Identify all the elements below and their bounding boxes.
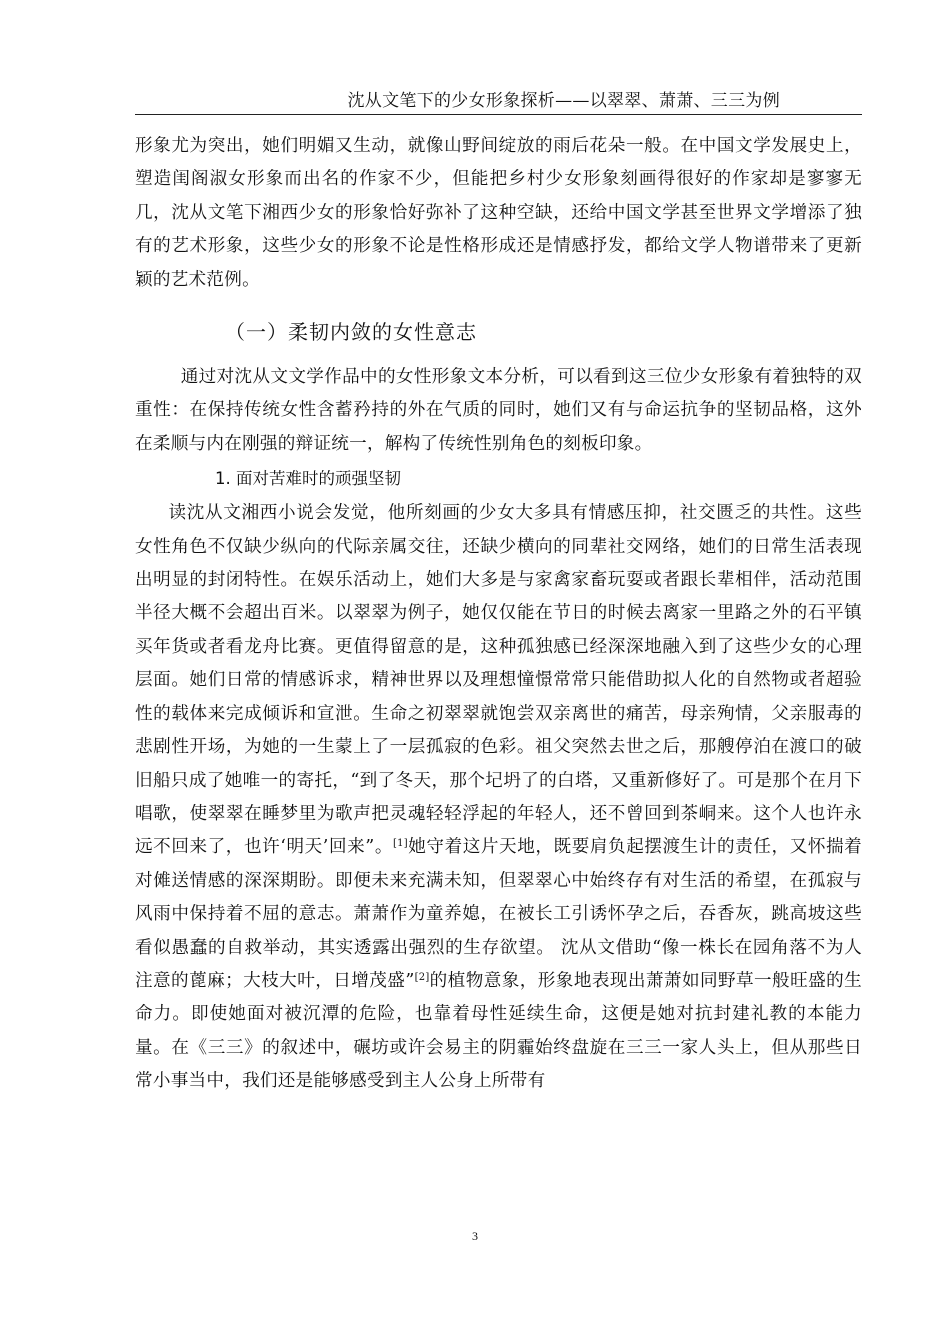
citation-ref-1[interactable]: [1] <box>393 838 408 850</box>
paragraph-continuation: 形象尤为突出，她们明媚又生动，就像山野间绽放的雨后花朵一般。在中国文学发展史上，塑造闺阁淑女形象而出名的作家不少，但能把乡村少女形象刻画得很好的作家却是寥寥无几，沈从文笔下湘西少女的形象恰好弥补了这种空缺，还给中国文学甚至世界文学增添了独有的艺术形象，这些少女的形象不论是性格形成还是情感抒发，都给文学人物谱带来了更新颖的艺术范例。 <box>135 136 862 290</box>
section-heading: （一）柔韧内敛的女性意志 <box>225 320 477 345</box>
paragraph-main-part-b: 她守着这片天地，既要肩负起摆渡生计的责任，又怀揣着对傩送情感的深深期盼。即便未来充满未知，但翠翠心中始终存有对生活的希望，在孤寂与风雨中保持着不屈的意志。萧萧作为童养媳，在被长工引诱怀孕之后，吞香灰，跳高坡这些看似愚蠢的自救举动，其实透露出强烈的生存欲望。 沈从文借助“像一株长在园角落不为人注意的蓖麻；大枝大叶，日增茂盛” <box>135 837 862 991</box>
paragraph-intro: 通过对沈从文文学作品中的女性形象文本分析，可以看到这三位少女形象有着独特的双重性：在保持传统女性含蓄矜持的外在气质的同时，她们又有与命运抗争的坚韧品格，这外在柔顺与内在刚强的辩证统一，解构了传统性别角色的刻板印象。 <box>135 367 862 454</box>
paragraph-main-part-c: 的植物意象，形象地表现出萧萧如同野草一般旺盛的生命力。即使她面对被沉潭的危险，也靠着母性延续生命，这便是她对抗封建礼教的本能力量。在《三三》的叙述中，碾坊或许会易主的阴霾始终盘旋在三三一家人头上，但从那些日常小事当中，我们还是能够感受到主人公身上所带有 <box>135 970 862 1092</box>
subsection-heading: 1. 面对苦难时的顽强坚韧 <box>215 469 401 489</box>
page-number: 3 <box>472 1229 478 1243</box>
citation-ref-2[interactable]: [2] <box>414 971 430 983</box>
running-header <box>135 88 862 115</box>
header-title: 沈从文笔下的少女形象探析——以翠翠、萧萧、三三为例 <box>347 91 780 111</box>
paragraph-main-part-a: 读沈从文湘西小说会发觉，他所刻画的少女大多具有情感压抑，社交匮乏的共性。这些女性角色不仅缺少纵向的代际亲属交往，还缺少横向的同辈社交网络，她们的日常生活表现出明显的封闭特性。在娱乐活动上，她们大多是与家禽家畜玩耍或者跟长辈相伴，活动范围半径大概不会超出百米。以翠翠为例子，她仅仅能在节日的时候去离家一里路之外的石平镇买年货或者看龙舟比赛。更值得留意的是，这种孤独感已经深深地融入到了这些少女的心理层面。她们日常的情感诉求，精神世界以及理想憧憬常常只能借助拟人化的自然物或者超验性的载体来完成倾诉和宣泄。生命之初翠翠就饱尝双亲离世的痛苦，母亲殉情，父亲服毒的悲剧性开场，为她的一生蒙上了一层孤寂的色彩。祖父突然去世之后，那艘停泊在渡口的破旧船只成了她唯一的寄托，“到了冬天，那个圮坍了的白塔，又重新修好了。可是那个在月下唱歌，使翠翠在睡梦里为歌声把灵魂轻轻浮起的年轻人，还不曾回到茶峒来。这个人也许永远不回来了，也许‘明天’回来”。 <box>135 503 862 858</box>
page-body <box>135 130 862 1099</box>
paragraph-main <box>135 497 862 1098</box>
